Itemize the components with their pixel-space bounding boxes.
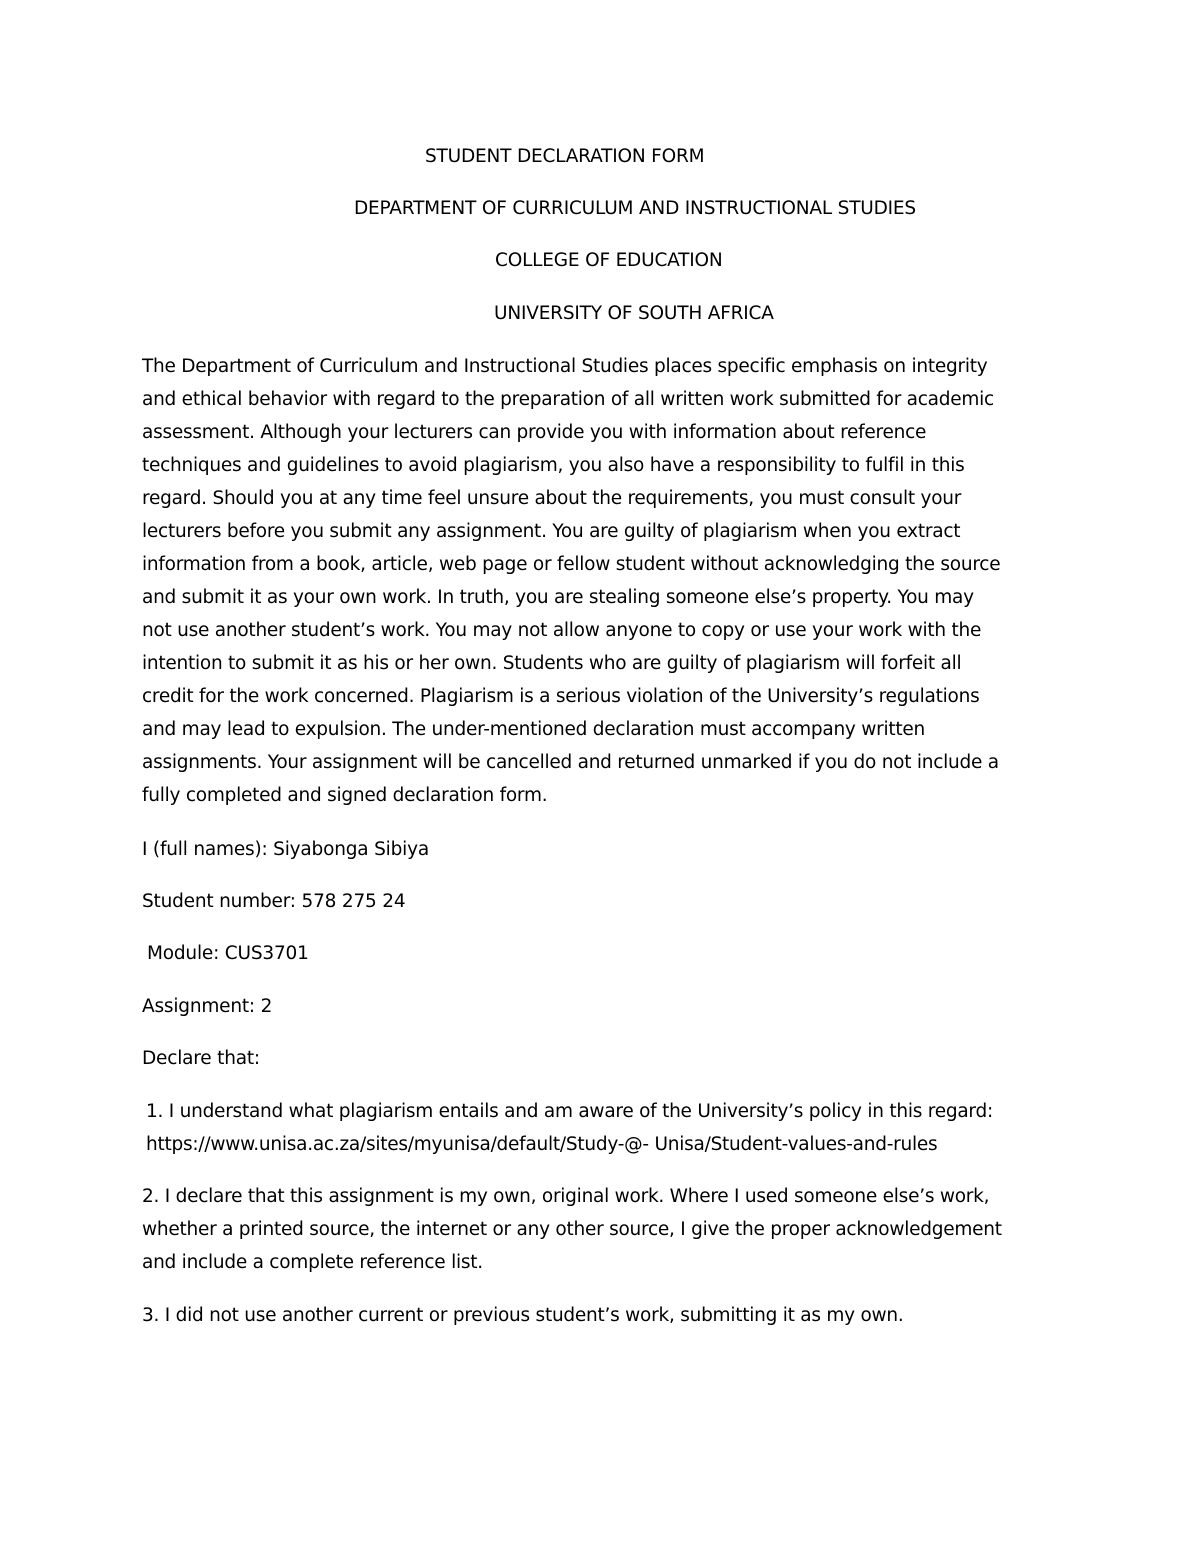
- assignment-line: Assignment: 2: [142, 996, 273, 1017]
- intro-paragraph: The Department of Curriculum and Instructional Studies places specific emphasis on integrity and ethical behavior with regard to the preparation of all written work submitted for academic assessment. Although your lecturers can provide you with information about reference techniques and guidelines to avoid plagiarism, you also have a responsibility to fulfil in this regard. Should you at any time feel unsure about the requirements, you must consult your lecturers before you submit any assignment. You are guilty of plagiarism when you extract information from a book, article, web page or fellow student without acknowledging the source and submit it as your own work. In truth, you are stealing someone else’s property. You may not use another student’s work. You may not allow anyone to copy or use your work with the intention to submit it as his or her own. Students who are guilty of plagiarism will forfeit all credit for the work concerned. Plagiarism is a serious violation of the University’s regulations and may lead to expulsion. The under-mentioned declaration must accompany written assignments. Your assignment will be cancelled and returned unmarked if you do not include a fully completed and signed declaration form.: [142, 356, 1001, 806]
- module-line: Module: CUS3701: [147, 943, 309, 964]
- student-number-line: Student number: 578 275 24: [142, 891, 406, 912]
- university-heading: UNIVERSITY OF SOUTH AFRICA: [494, 303, 774, 324]
- department-heading: DEPARTMENT OF CURRICULUM AND INSTRUCTIONAL STUDIES: [354, 198, 916, 219]
- college-heading: COLLEGE OF EDUCATION: [495, 250, 723, 271]
- full-names-line: I (full names): Siyabonga Sibiya: [142, 839, 429, 860]
- declare-line: Declare that:: [142, 1048, 260, 1069]
- form-title: STUDENT DECLARATION FORM: [425, 146, 705, 167]
- declaration-item-3: 3. I did not use another current or previous student’s work, submitting it as my own.: [142, 1305, 904, 1326]
- declaration-item-1: 1. I understand what plagiarism entails and am aware of the University’s policy in this regard: https://www.unisa.ac.za/sites/myunisa/default/Study-@- Unisa/Student-values-and-rules: [146, 1101, 993, 1155]
- declaration-item-2: 2. I declare that this assignment is my own, original work. Where I used someone else’s work, whether a printed source, the internet or any other source, I give the proper acknowledgement and include a complete reference list.: [142, 1186, 1002, 1273]
